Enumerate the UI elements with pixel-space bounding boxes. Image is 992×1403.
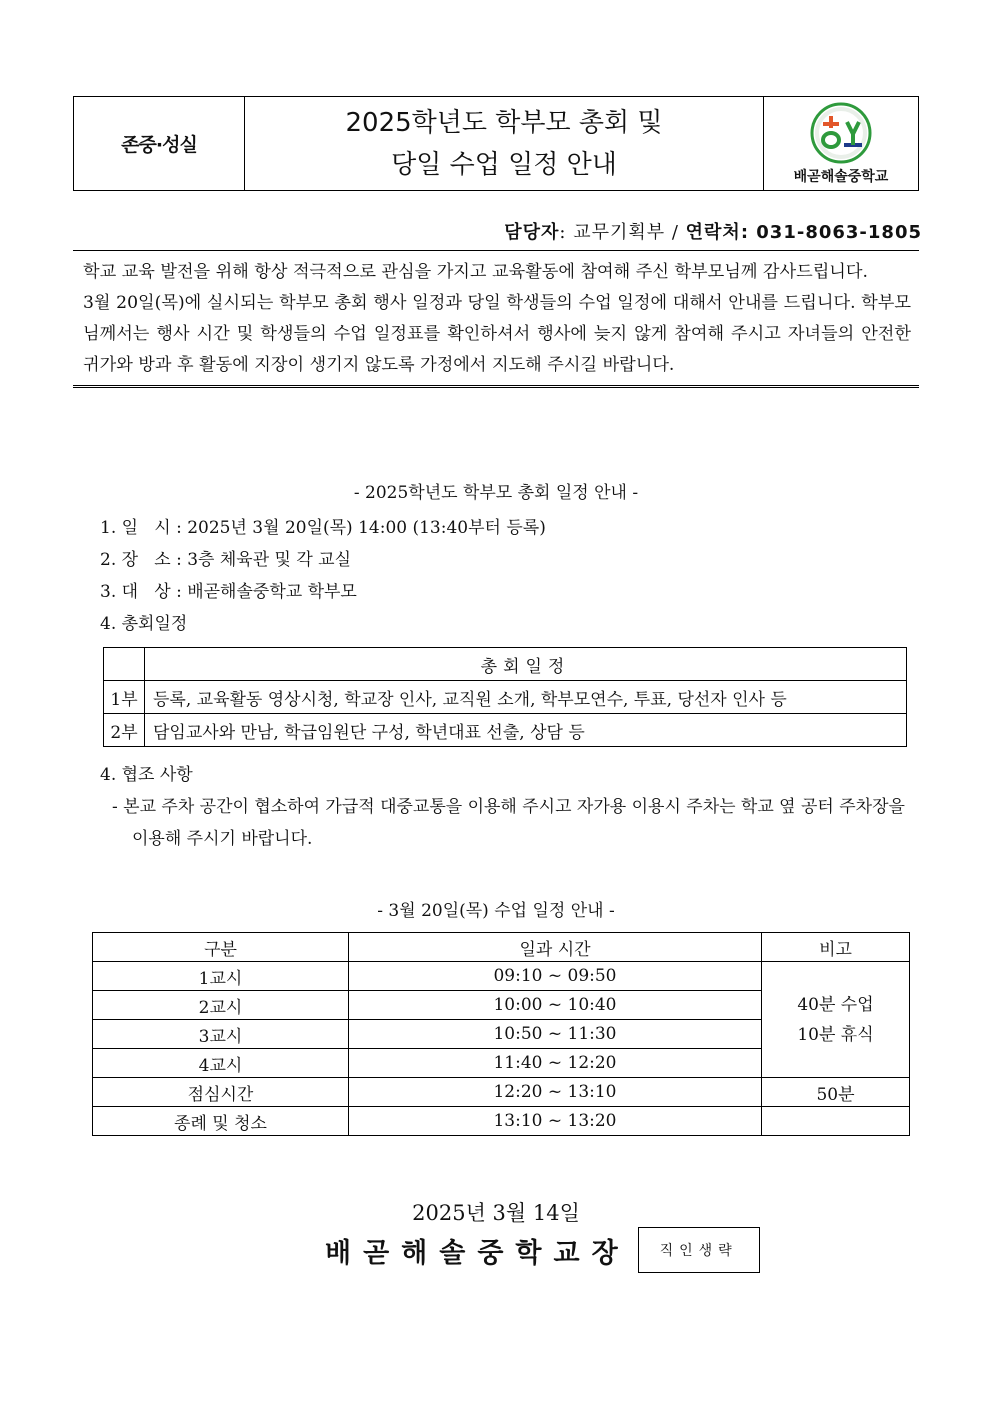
period-cell: 4교시 — [93, 1049, 349, 1078]
period-cell: 점심시간 — [93, 1078, 349, 1107]
header-note: 비고 — [762, 933, 910, 962]
cooperation-title: 4. 협조 사항 — [100, 765, 193, 785]
period-cell: 1교시 — [93, 962, 349, 991]
table-row — [104, 681, 907, 714]
header-category: 구분 — [93, 933, 349, 962]
note-line-2: 10분 휴식 — [797, 1024, 874, 1045]
assembly-items — [100, 512, 546, 640]
assembly-item-date: 1. 일 시 : 2025년 3월 20일(목) 14:00 (13:40부터 등록) — [100, 518, 546, 538]
table-row — [93, 1078, 910, 1107]
schedule-header-row — [93, 933, 910, 962]
period-cell: 종례 및 청소 — [93, 1107, 349, 1136]
assembly-item-place: 2. 장 소 : 3층 체육관 및 각 교실 — [100, 550, 352, 570]
time-cell: 10:00 ~ 10:40 — [349, 991, 762, 1020]
logo-school-name: 배곧해솔중학교 — [793, 168, 889, 185]
person-value: : 교무기획부 / — [559, 222, 686, 243]
contact-line — [504, 218, 922, 244]
school-motto: 존중·성실 — [74, 97, 245, 190]
table-row — [104, 714, 907, 747]
phone-label: 연락처 — [685, 222, 741, 243]
school-logo-cell — [764, 97, 918, 190]
period-cell: 3교시 — [93, 1020, 349, 1049]
title-line-1: 2025학년도 학부모 총회 및 — [345, 107, 663, 138]
cooperation-section — [100, 759, 920, 855]
content-cell: 등록, 교육활동 영상시청, 학교장 인사, 교직원 소개, 학부모연수, 투표, 당선자 인사 등 — [145, 681, 907, 714]
document-header — [73, 96, 919, 191]
principal-name: 배곧해솔중학교장 — [325, 1237, 630, 1269]
table-header-row — [104, 648, 907, 681]
header-time: 일과 시간 — [349, 933, 762, 962]
intro-box — [73, 250, 919, 388]
phone-value: : 031-8063-1805 — [740, 222, 922, 243]
time-cell: 11:40 ~ 12:20 — [349, 1049, 762, 1078]
part-cell: 1부 — [104, 681, 145, 714]
time-cell: 09:10 ~ 09:50 — [349, 962, 762, 991]
assembly-schedule-table — [103, 647, 907, 747]
intro-paragraph-2: 3월 20일(목)에 실시되는 학부모 총회 행사 일정과 당일 학생들의 수업 일정에 대해서 안내를 드립니다. 학부모님께서는 행사 시간 및 학생들의 수업 일정표를 확인하셔서 행사에 늦지 않게 참여해 주시고 자녀들의 안전한 귀가와 방과 후 활동에 지장이 생기지 않도록 가정에서 지도해 주시길 바랍니다. — [83, 293, 911, 375]
class-schedule-table — [92, 932, 910, 1136]
intro-paragraph-1: 학교 교육 발전을 위해 항상 적극적으로 관심을 가지고 교육활동에 참여해 주신 학부모님께 감사드립니다. — [83, 262, 868, 282]
assembly-section-title: - 2025학년도 학부모 총회 일정 안내 - — [353, 483, 639, 503]
cooperation-text: - 본교 주차 공간이 협소하여 가급적 대중교통을 이용해 주시고 자가용 이용시 주차는 학교 옆 공터 주차장을 이용해 주시기 바랍니다. — [112, 797, 905, 849]
assembly-item-target: 3. 대 상 : 배곧해솔중학교 학부모 — [100, 582, 357, 602]
period-cell: 2교시 — [93, 991, 349, 1020]
time-cell: 10:50 ~ 11:30 — [349, 1020, 762, 1049]
school-logo-icon — [806, 102, 876, 164]
schedule-section-title: - 3월 20일(목) 수업 일정 안내 - — [377, 901, 615, 921]
title-line-2: 당일 수업 일정 안내 — [391, 149, 617, 180]
document-title — [245, 97, 764, 190]
table-row — [93, 962, 910, 991]
person-label: 담당자 — [504, 222, 560, 243]
merged-note-cell — [762, 962, 910, 1078]
signature-row — [325, 1227, 760, 1273]
document-date: 2025년 3월 14일 — [412, 1201, 580, 1225]
time-cell: 12:20 ~ 13:10 — [349, 1078, 762, 1107]
note-cell — [762, 1107, 910, 1136]
table-corner-cell — [104, 648, 145, 681]
seal-omitted-box: 직인생략 — [638, 1227, 760, 1273]
table-row — [93, 1107, 910, 1136]
note-line-1: 40분 수업 — [797, 994, 874, 1015]
part-cell: 2부 — [104, 714, 145, 747]
time-cell: 13:10 ~ 13:20 — [349, 1107, 762, 1136]
note-cell: 50분 — [762, 1078, 910, 1107]
assembly-item-schedule: 4. 총회일정 — [100, 614, 188, 634]
table-header: 총회일정 — [145, 648, 907, 681]
content-cell: 담임교사와 만남, 학급임원단 구성, 학년대표 선출, 상담 등 — [145, 714, 907, 747]
